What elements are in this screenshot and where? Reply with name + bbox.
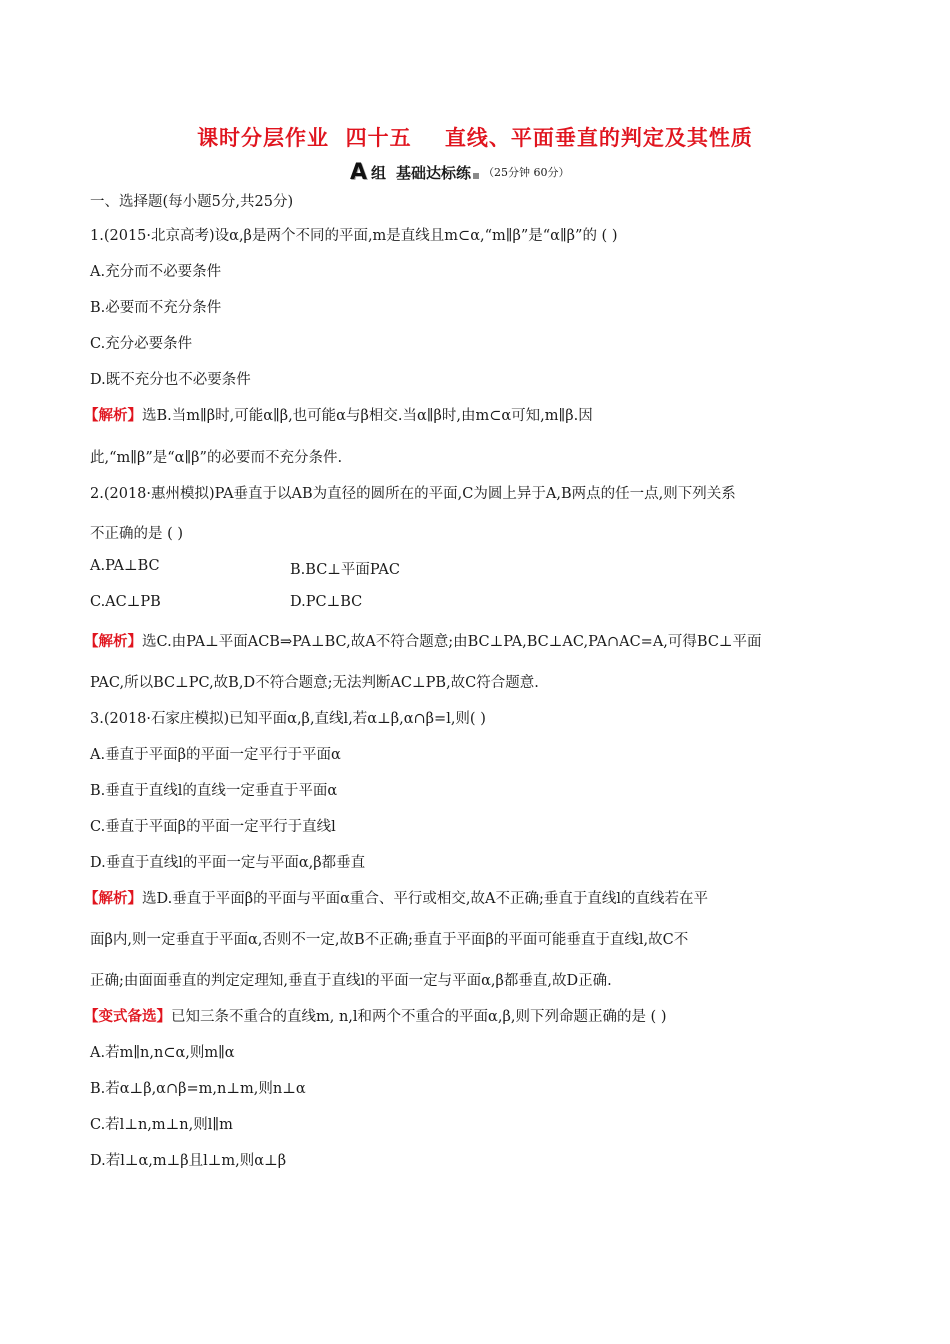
question-3-analysis-cont-2: 正确;由面面垂直的判定定理知,垂直于直线l的平面一定与平面α,β都垂直,故D正确.: [90, 973, 612, 989]
group-time: （25分钟 60分）: [483, 166, 570, 179]
question-1-analysis-cont: 此,“m∥β”是“α∥β”的必要而不充分条件.: [90, 450, 343, 466]
question-3-analysis-cont-1: 面β内,则一定垂直于平面α,否则不一定,故B不正确;垂直于平面β的平面可能垂直于直线l,故C不: [90, 932, 689, 948]
analysis-text: 选D.垂直于平面β的平面与平面α重合、平行或相交,故A不正确;垂直于直线l的直线若在平: [142, 891, 708, 907]
question-2-stem: 2.(2018·惠州模拟)PA垂直于以AB为直径的圆所在的平面,C为圆上异于A,B两点的任一点,则下列关系: [90, 486, 736, 502]
analysis-tag: 【解析】: [84, 633, 142, 650]
question-3-stem: 3.(2018·石家庄模拟)已知平面α,β,直线l,若α⊥β,α∩β=l,则( ): [90, 711, 486, 727]
question-3-analysis: [84, 887, 708, 908]
question-2-option-a: A.PA⊥BC: [90, 558, 160, 574]
question-2-analysis: [84, 630, 762, 651]
page-title: 课时分层作业 四十五 直线、平面垂直的判定及其性质: [197, 125, 753, 150]
question-2-analysis-cont: PAC,所以BC⊥PC,故B,D不符合题意;无法判断AC⊥PB,故C符合题意.: [90, 675, 539, 691]
question-3-option-d: D.垂直于直线l的平面一定与平面α,β都垂直: [90, 855, 366, 871]
question-3-option-a: A.垂直于平面β的平面一定平行于平面α: [90, 747, 341, 763]
variant-tag: 【变式备选】: [84, 1008, 171, 1025]
group-badge: A: [350, 159, 368, 185]
question-2-option-c: C.AC⊥PB: [90, 594, 161, 610]
variant-option-c: C.若l⊥n,m⊥n,则l∥m: [90, 1117, 233, 1133]
question-2-option-b: B.BC⊥平面PAC: [290, 562, 400, 578]
group-header: [350, 160, 570, 184]
section-header: 一、选择题(每小题5分,共25分): [90, 194, 294, 210]
analysis-text: 选B.当m∥β时,可能α∥β,也可能α与β相交.当α∥β时,由m⊂α可知,m∥β.因: [142, 408, 593, 424]
question-1-option-a: A.充分而不必要条件: [90, 264, 222, 280]
variant-option-a: A.若m∥n,n⊂α,则m∥α: [90, 1045, 235, 1061]
variant-option-b: B.若α⊥β,α∩β=m,n⊥m,则n⊥α: [90, 1081, 306, 1097]
question-1-stem: 1.(2015·北京高考)设α,β是两个不同的平面,m是直线且m⊂α,“m∥β”是“α∥β”的 ( ): [90, 228, 618, 244]
question-1-analysis: [84, 404, 593, 425]
question-2-stem-cont: 不正确的是 ( ): [90, 526, 184, 542]
variant-text: 已知三条不重合的直线m, n,l和两个不重合的平面α,β,则下列命题正确的是 ( ): [171, 1009, 667, 1025]
decorative-square-icon: [473, 173, 479, 179]
group-name: 基础达标练: [396, 163, 472, 182]
analysis-tag: 【解析】: [84, 407, 142, 424]
analysis-text: 选C.由PA⊥平面ACB⇒PA⊥BC,故A不符合题意;由BC⊥PA,BC⊥AC,PA∩AC=A,可得BC⊥平面: [142, 634, 762, 650]
question-3-option-c: C.垂直于平面β的平面一定平行于直线l: [90, 819, 336, 835]
question-1-option-d: D.既不充分也不必要条件: [90, 372, 251, 388]
group-label: 组: [371, 163, 387, 182]
question-1-option-c: C.充分必要条件: [90, 336, 193, 352]
variant-option-d: D.若l⊥α,m⊥β且l⊥m,则α⊥β: [90, 1153, 287, 1169]
question-3-option-b: B.垂直于直线l的直线一定垂直于平面α: [90, 783, 338, 799]
question-2-option-d: D.PC⊥BC: [290, 594, 363, 610]
analysis-tag: 【解析】: [84, 890, 142, 907]
question-1-option-b: B.必要而不充分条件: [90, 300, 222, 316]
variant-question-stem: [84, 1005, 666, 1026]
